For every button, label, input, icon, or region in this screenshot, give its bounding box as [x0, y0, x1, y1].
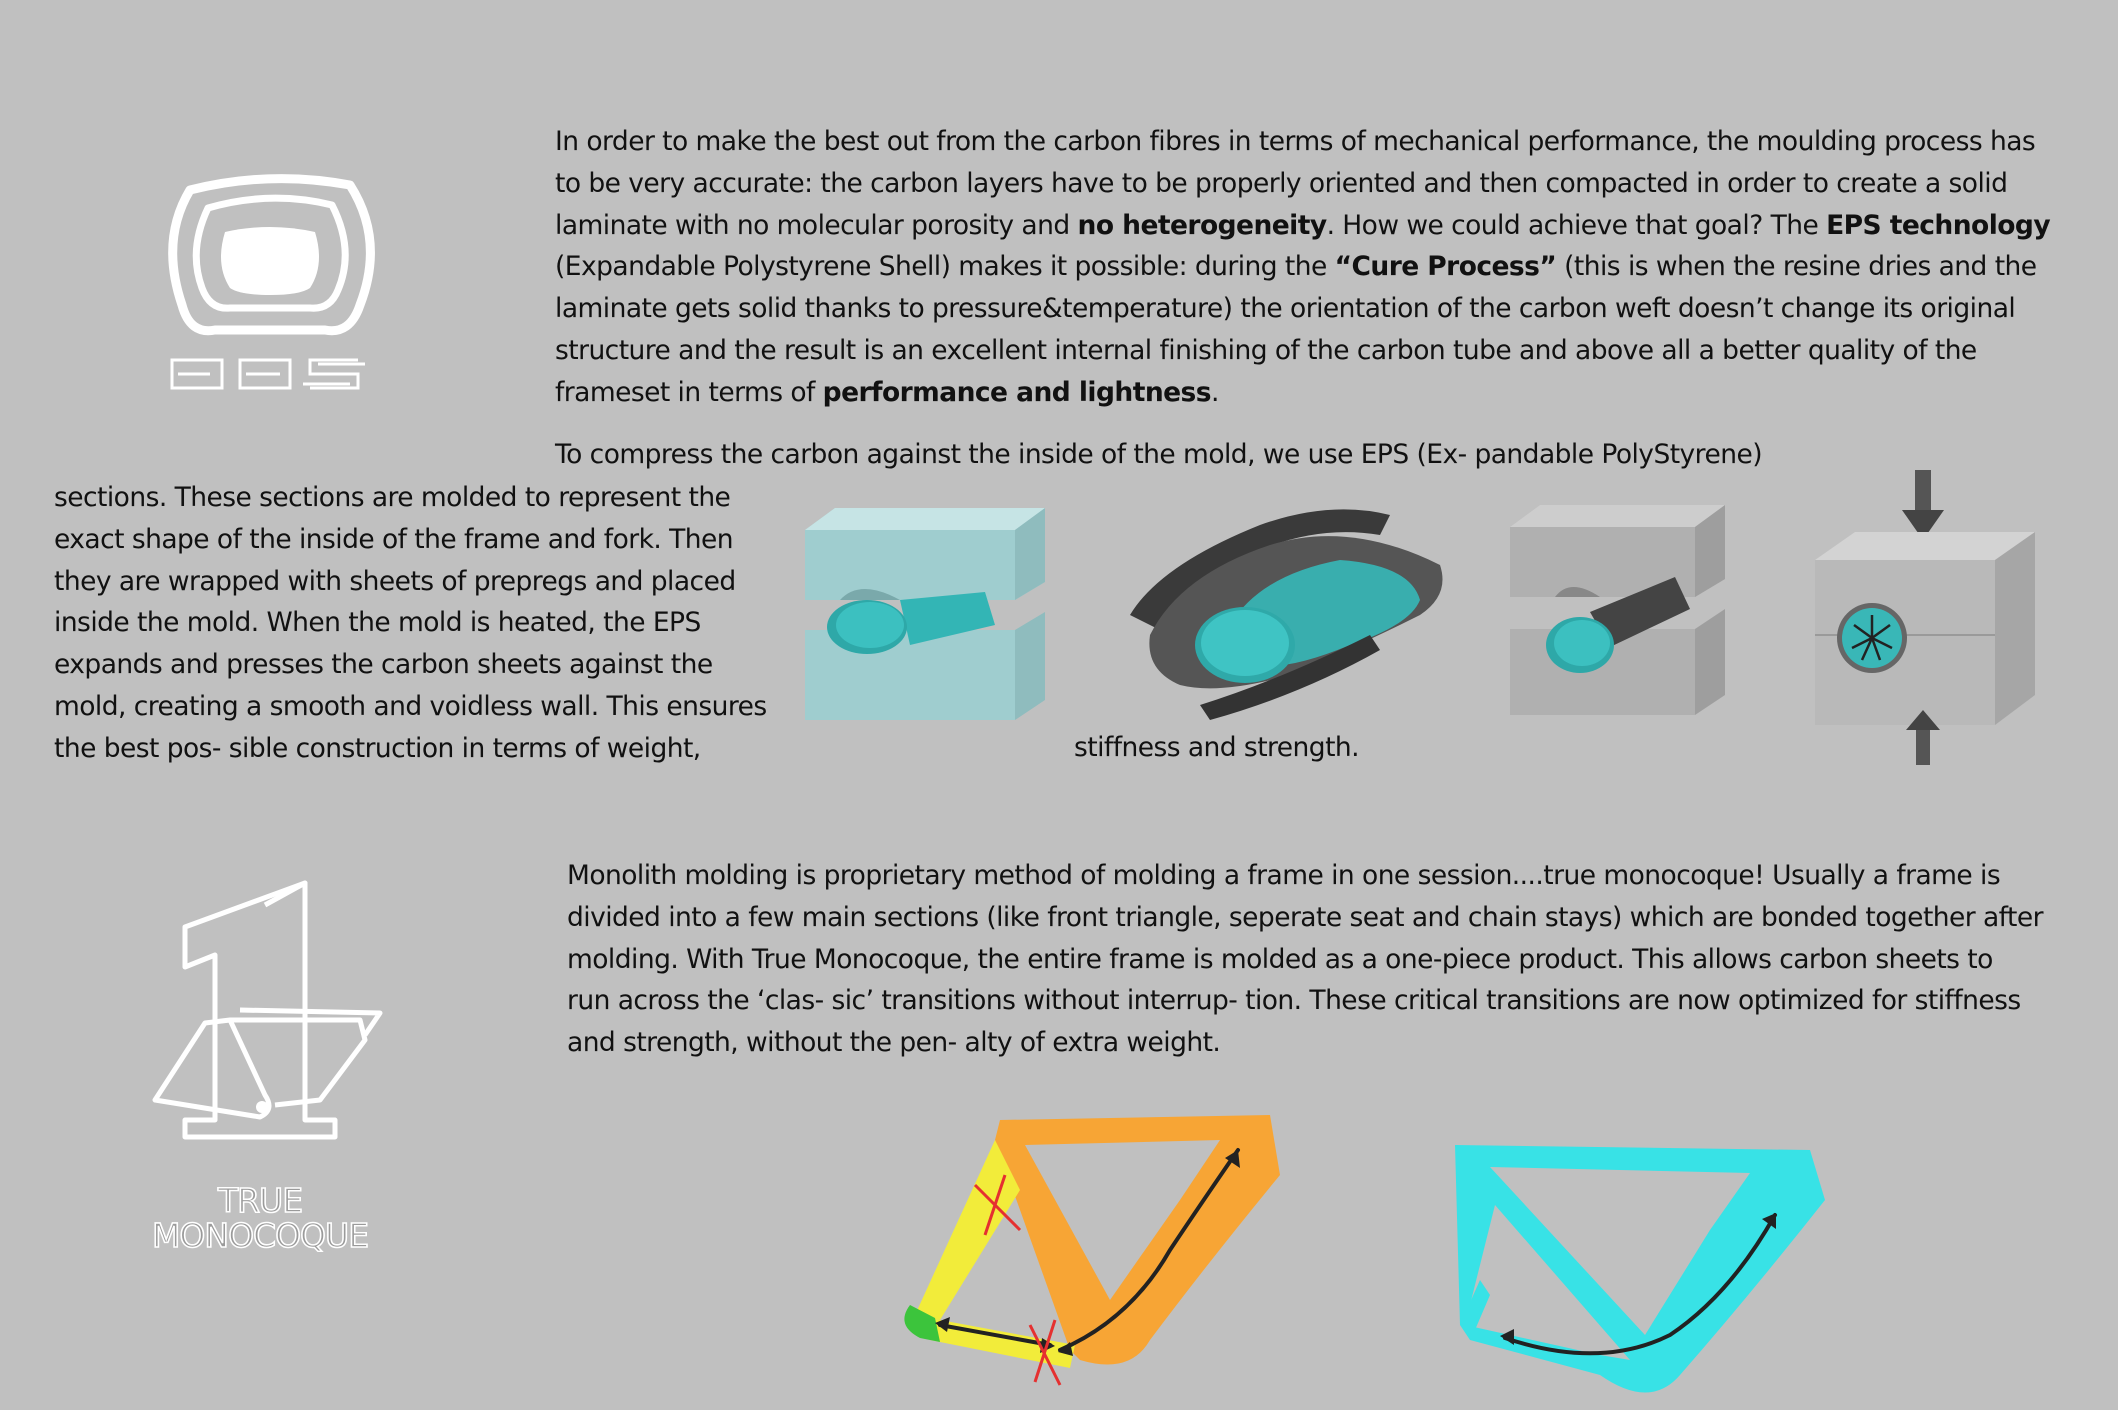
eps-paragraph-run: to be very accurate: the carbon layers have to be properly oriented and then compacted in order to create a solid [555, 167, 2008, 199]
compress-paragraph-line: exact shape of the inside of the frame and fork. Then [54, 523, 734, 555]
true-monocoque-logo-text [130, 1180, 390, 1260]
compress-paragraph-line: expands and presses the carbon sheets against the [54, 649, 713, 681]
eps-paragraph-run: laminate gets solid thanks to pressure&temperature) the orientation of the carbon weft doesn’t change its original [555, 293, 2016, 325]
eps-paragraph-line [555, 288, 2050, 330]
eps-paragraph-run: (this is when the resine dries and the [1556, 251, 2037, 283]
eps-mold-illustration-2 [1120, 505, 1450, 725]
eps-paragraph-line [555, 246, 2050, 288]
eps-logo [160, 170, 380, 400]
monolith-paragraph [567, 855, 2043, 1064]
true-monocoque-logo [145, 895, 405, 1155]
compress-paragraph-line: inside the mold. When the mold is heated, the EPS [54, 607, 701, 639]
monocoque-logo-line1: TRUE [217, 1181, 303, 1220]
eps-technology-paragraph [555, 121, 2050, 414]
eps-paragraph-line [555, 121, 2050, 163]
eps-paragraph-run: laminate with no molecular porosity and [555, 209, 1078, 241]
monocoque-frame-illustration [1450, 1145, 1830, 1405]
eps-paragraph-bold-run: no heterogeneity [1077, 209, 1327, 241]
eps-mold-illustration-3 [1505, 497, 1735, 727]
compress-first-line: To compress the carbon against the inside of the mold, we use EPS (Ex- pandable PolyStyrene) [555, 439, 1762, 470]
eps-paragraph-bold-run: performance and lightness [822, 376, 1212, 408]
monolith-paragraph-line: run across the ‘clas- sic’ transitions without interrup- tion. These critical transitions are now optimized for stiffness [567, 985, 2021, 1017]
monolith-paragraph-line: molding. With True Monocoque, the entire frame is molded as a one-piece product. This allows carbon sheets to [567, 943, 1993, 975]
compress-paragraph-line: mold, creating a smooth and voidless wall. This ensures [54, 690, 767, 722]
eps-paragraph-run: frameset in terms of [555, 376, 823, 408]
eps-logo-label: EPS [160, 170, 162, 171]
bonded-frame-illustration [880, 1110, 1280, 1390]
monolith-paragraph-line: Monolith molding is proprietary method of molding a frame in one session....true monocoque! Usually a frame is [567, 860, 2001, 891]
eps-paragraph-run: (Expandable Polystyrene Shell) makes it possible: during the [555, 251, 1335, 283]
eps-paragraph-line [555, 330, 2050, 372]
eps-paragraph-bold-run: “Cure Process” [1334, 251, 1557, 283]
eps-paragraph-run: . How we could achieve that goal? The [1326, 209, 1827, 241]
compress-paragraph-line: sections. These sections are molded to represent the [54, 482, 731, 513]
monolith-paragraph-line: and strength, without the pen- alty of extra weight. [567, 1027, 1221, 1059]
eps-paragraph-run: In order to make the best out from the carbon fibres in terms of mechanical performance, the moulding process has [555, 126, 2036, 157]
eps-paragraph-line [555, 163, 2050, 205]
monolith-paragraph-line: divided into a few main sections (like front triangle, seperate seat and chain stays) which are bonded together after [567, 901, 2043, 933]
eps-mold-illustration-4 [1810, 470, 2040, 770]
monocoque-logo-line2: MONOCOQUE [151, 1216, 369, 1255]
compress-paragraph-line: the best pos- sible construction in terms of weight, [54, 732, 701, 764]
eps-paragraph-run: . [1211, 376, 1219, 408]
eps-mold-illustration-1 [800, 500, 1050, 730]
eps-paragraph-bold-run: EPS technology [1826, 209, 2051, 241]
eps-paragraph-run: structure and the result is an excellent internal finishing of the carbon tube and above all a better quality of the [555, 334, 1977, 366]
compress-last-fragment: stiffness and strength. [1074, 732, 1360, 763]
eps-paragraph-line [555, 372, 2050, 414]
compress-paragraph-line: they are wrapped with sheets of prepregs and placed [54, 565, 736, 597]
compress-paragraph [54, 477, 767, 770]
eps-paragraph-line [555, 205, 2050, 247]
